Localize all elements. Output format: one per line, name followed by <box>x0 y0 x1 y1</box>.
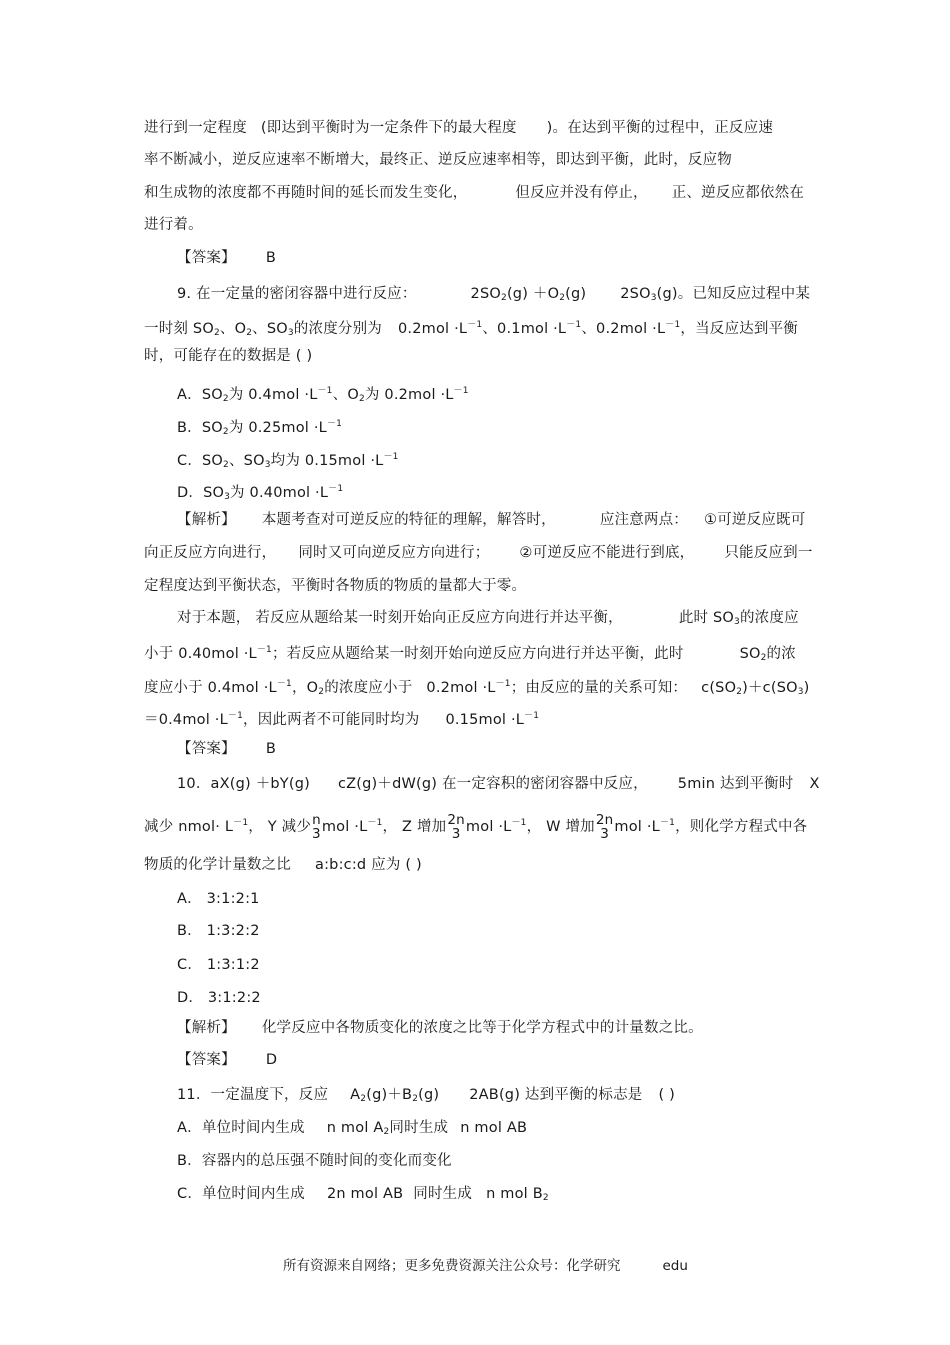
q9-stem-line-1: 9. 在一定量的密闭容器中进行反应： $2SO_2(g) +O_2(g)$ $2SO_3(g)$。已知反应过程中某 <box>177 286 811 303</box>
q10-stem-line-2: 减少 nmol· $L^{-1}$， Y 减少 n 3 mol $\cdot L^{-1}$， Z 增加 2n 3 mol $\cdot L^{-1}$， W 增加 2n 3 mol $\cdot L^{-1}$，则化学方程式中各 <box>144 812 808 842</box>
intro-line-2: 率不断减小，逆反应速率不断增大，最终正、逆反应速率相等，即达到平衡，此时，反应物 <box>144 152 732 168</box>
q11-stem: 11．一定温度下，反应 $A_2(g)+B_2(g)$ 2AB(g) 达到平衡的标志是 ( ) <box>177 1087 675 1104</box>
intro-line-4: 进行着。 <box>144 217 203 233</box>
page-footer: 所有资源来自网络；更多免费资源关注公众号：化学研究 edu <box>283 1258 688 1274</box>
q10-stem-line-1: 10．aX(g) ＋bY(g) cZ(g)＋dW(g) 在一定容积的密闭容器中反应， 5min 达到平衡时 X <box>177 776 820 792</box>
q9-analysis-line-7: $=0.4mol \cdot L^{-1}$，因此两者不可能同时均为 $0.15mol \cdot L^{-1}$ <box>144 711 540 728</box>
q11-option-a: A．单位时间内生成 n mol $A_2$同时生成 n mol AB <box>177 1120 528 1137</box>
q10-stem-line-3: 物质的化学计量数之比 a:b:c:d 应为 ( ) <box>144 857 422 873</box>
q8-answer: 【答案】 B <box>177 250 276 266</box>
q9-analysis-line-2: 向正反应方向进行， 同时又可向逆反应方向进行； ②可逆反应不能进行到底， 只能反应到一 <box>144 545 813 561</box>
q10-option-d: D． 3:1:2:2 <box>177 990 261 1006</box>
q9-analysis-line-6: 度应小于 $0.4mol \cdot L^{-1}$，$O_2$的浓度应小于 $0.2mol \cdot L^{-1}$；由反应的量的关系可知： $c(SO_2)+c(SO_3)$ <box>144 679 810 697</box>
q9-option-d: D．$SO_3$为 $0.40mol \cdot L^{-1}$ <box>177 484 344 502</box>
fraction-2n-over-3: 2n 3 <box>447 812 465 842</box>
q10-option-c: C． 1:3:1:2 <box>177 957 260 973</box>
q9-analysis-line-1: 【解析】 本题考查对可逆反应的特征的理解，解答时， 应注意两点： ①可逆反应既可 <box>177 512 806 528</box>
q10-option-b: B． 1:3:2:2 <box>177 923 260 939</box>
q10-analysis: 【解析】 化学反应中各物质变化的浓度之比等于化学方程式中的计量数之比。 <box>177 1020 703 1036</box>
q9-stem-line-3: 时，可能存在的数据是 ( ) <box>144 348 313 364</box>
q11-option-b: B．容器内的总压强不随时间的变化而变化 <box>177 1153 452 1169</box>
q9-answer: 【答案】 B <box>177 741 276 757</box>
q10-answer: 【答案】 D <box>177 1052 278 1068</box>
intro-line-1: 进行到一定程度 (即达到平衡时为一定条件下的最大程度 )。在达到平衡的过程中，正反应速 <box>144 120 774 136</box>
q9-stem-line-2: 一时刻 $SO_2$、$O_2$、$SO_3$的浓度分别为 $0.2mol \cdot L^{-1}$、$0.1mol \cdot L^{-1}$、$0.2mol \cdot L^{-1}$，当反应达到平衡 <box>144 320 798 338</box>
q9-option-b: B．$SO_2$为 $0.25mol \cdot L^{-1}$ <box>177 419 343 437</box>
fraction-2n-over-3: 2n 3 <box>595 812 614 842</box>
q9-option-a: A．$SO_2$为 $0.4mol \cdot L^{-1}$、$O_2$为 $0.2mol \cdot L^{-1}$ <box>177 386 469 404</box>
fraction-n-over-3: n 3 <box>312 812 321 842</box>
q9-analysis-line-3: 定程度达到平衡状态，平衡时各物质的物质的量都大于零。 <box>144 578 527 594</box>
q9-analysis-line-5: 小于 $0.40mol \cdot L^{-1}$；若反应从题给某一时刻开始向逆反应方向进行并达平衡，此时 $SO_2$的浓 <box>144 645 796 663</box>
intro-line-3: 和生成物的浓度都不再随时间的延长而发生变化， 但反应并没有停止， 正、逆反应都依然在 <box>144 185 805 201</box>
q9-analysis-line-4: 对于本题， 若反应从题给某一时刻开始向正反应方向进行并达平衡， 此时 $SO_3$的浓度应 <box>177 610 799 627</box>
q9-option-c: C．$SO_2$、$SO_3$均为 $0.15mol \cdot L^{-1}$ <box>177 452 399 470</box>
q11-option-c: C．单位时间内生成 2n mol AB 同时生成 n mol $B_2$ <box>177 1186 549 1203</box>
q10-option-a: A． 3:1:2:1 <box>177 891 260 907</box>
